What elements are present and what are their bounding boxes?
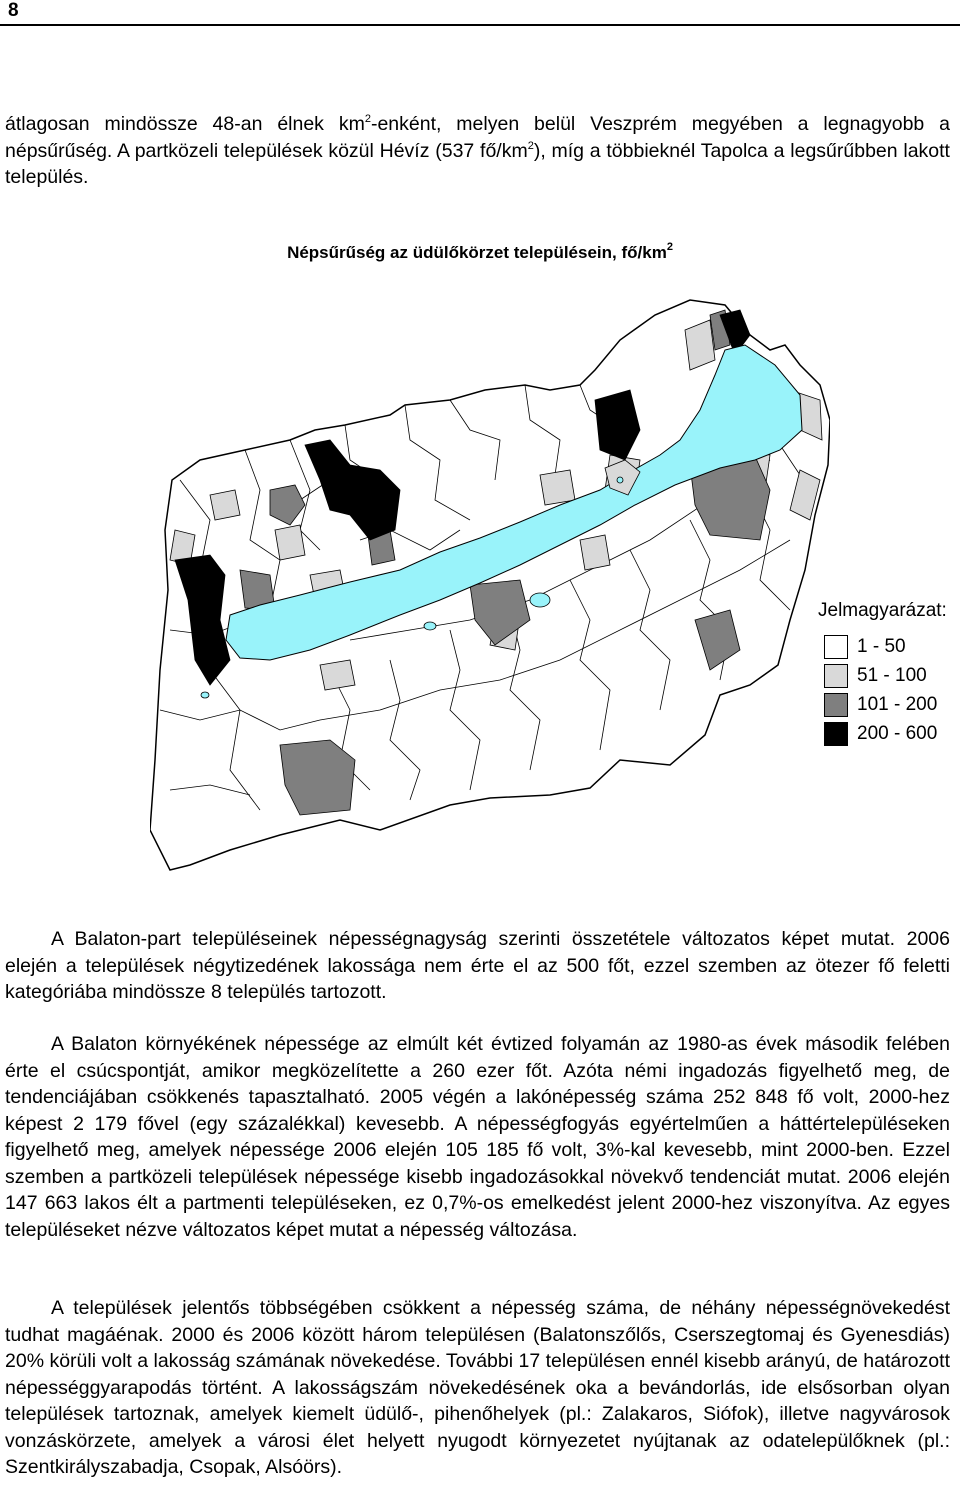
- legend-item: [818, 632, 958, 661]
- map-title-text: Népsűrűség az üdülőkörzet településein, fő/km: [287, 243, 667, 262]
- legend-swatch: [824, 664, 848, 688]
- intro-text-2: -enként, melyen belül Veszprém megyében a legnagyobb a népsűrűség. A partközeli települések közül Hévíz (537 fő/km: [5, 113, 950, 162]
- legend-label: 101 - 200: [857, 693, 938, 715]
- header-rule: [0, 24, 960, 26]
- legend-swatch: [824, 693, 848, 717]
- legend-title: Jelmagyarázat:: [818, 600, 947, 621]
- intro-sup-1: 2: [364, 113, 371, 125]
- legend-swatch: [824, 635, 848, 659]
- body-paragraph-2: A Balaton környékének népessége az elmúlt két évtized folyamán az 1980-as évek második felében érte el csúcspontját, amikor megközelítette a 260 ezer főt. Azóta némi ingadozás figyelhető meg, de tendenciájában csökkenés tapasztalható. 2005 végén a lakónépesség száma 252 848 fő volt, 2000-hez képest 2 179 fővel (egy százalékkal) kevesebb. A népességfogyás egyértelműen a háttértelepüléseken figyelhető meg, amelyek népessége 2006 elején 105 185 fő volt, 3%-kal kevesebb, mint 2000-ben. Ezzel szemben a partközeli települések népessége kisebb ingadozásokkal növekvő tendenciát mutat. 2006 elején 147 663 lakos élt a partmenti településeken, ez 0,7%-os emelkedést jelent 2000-hez viszonyítva. Az egyes településeket nézve változatos képet mutat a népesség változása.: [5, 1033, 950, 1241]
- small-lake: [424, 622, 436, 630]
- intro-sup-2: 2: [527, 139, 534, 152]
- population-density-map: [150, 290, 830, 880]
- legend-item: [818, 690, 958, 719]
- small-lake: [617, 477, 623, 483]
- small-lake: [201, 692, 209, 698]
- intro-text-1: átlagosan mindössze 48-an élnek km: [5, 113, 365, 135]
- intro-text-3: ), míg a többieknél Tapolca a legsűrűbben lakott település.: [5, 139, 950, 188]
- map-svg: [150, 290, 830, 880]
- intro-paragraph: [5, 111, 950, 191]
- map-title-sup: 2: [666, 241, 673, 253]
- small-lake: [530, 593, 550, 607]
- legend-label: 200 - 600: [857, 722, 938, 744]
- map-legend: [818, 600, 958, 748]
- legend-item: [818, 661, 958, 690]
- page-number: 8: [8, 0, 19, 21]
- legend-label: 1 - 50: [857, 635, 906, 657]
- legend-swatch: [824, 722, 848, 746]
- legend-item: [818, 719, 958, 748]
- map-title: [0, 243, 960, 263]
- legend-label: 51 - 100: [857, 664, 927, 686]
- body-paragraph-1: A Balaton-part településeinek népességnagyság szerinti összetétele változatos képet mutat. 2006 elején a települések négytizedének lakossága nem érte el az 500 főt, ezzel szemben az ötezer fő feletti kategóriába mindössze 8 település tartozott.: [5, 928, 950, 1003]
- body-paragraph-3: A települések jelentős többségében csökkent a népesség száma, de néhány népességnövekedést tudhat magáénak. 2000 és 2006 között három településen (Balatonszőlős, Cserszegtomaj és Gyenesdiás) 20% körüli volt a lakosság számának növekedése. További 17 településen ennél kisebb arányú, de határozott népességgyarapodás történt. A lakosságszám növekedésének oka a bevándorlás, ide elsősorban olyan települések tartoznak, amelyek kiemelt üdülő-, pihenőhelyek (pl.: Zalakaros, Siófok), illetve nagyvárosok vonzáskörzete, amelyek a városi élet helyett nyugodt környezetet nyújtanak az odatelepülőknek (pl.: Szentkirályszabadja, Csopak, Alsóörs).: [5, 1297, 950, 1478]
